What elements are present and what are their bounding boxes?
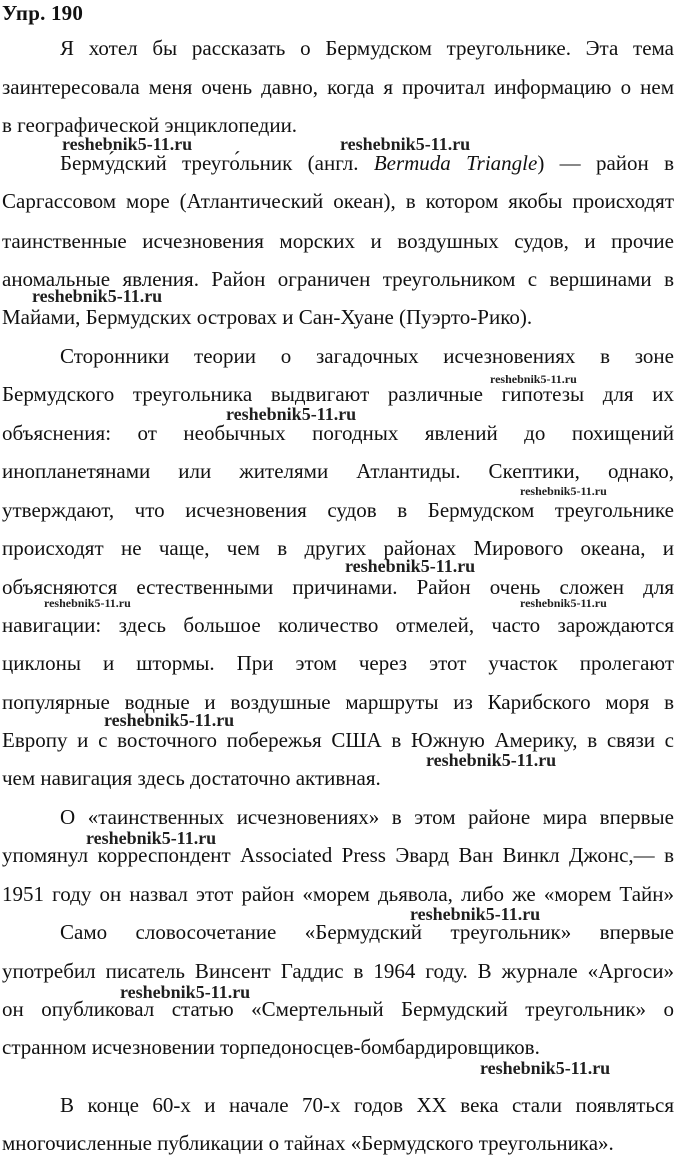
text-line: Майами, Бермудских островах и Сан-Хуане (Пуэрто-Рико). — [2, 305, 533, 329]
text-line: В конце 60-х и начале 70-х годов XX века стали появляться — [60, 1093, 674, 1117]
text-line: Я хотел бы рассказать о Бермудском треугольнике. Эта тема — [60, 36, 674, 60]
text-line: Само словосочетание «Бермудский треугольник» впервые — [60, 920, 674, 944]
text-line: он опубликовал статью «Смертельный Бермудский треугольник» о — [2, 997, 674, 1021]
watermark-text: reshebnik5-11.ru — [340, 134, 471, 154]
text-line: заинтересовала меня очень давно, когда я прочитал информацию о нем — [2, 75, 674, 99]
watermark-text: reshebnik5-11.ru — [480, 1058, 611, 1078]
text-segment: Берму́дский треуго́льник (англ. — [60, 151, 374, 175]
text-line: инопланетянами или жителями Атлантиды. Скептики, однако, — [2, 459, 674, 483]
watermark-text: reshebnik5-11.ru — [62, 134, 193, 154]
watermark-text: reshebnik5-11.ru — [520, 484, 607, 498]
text-line: странном исчезновении торпедоносцев-бомбардировщиков. — [2, 1035, 540, 1059]
text-line: Саргассовом море (Атлантический океан), в котором якобы происходят — [2, 189, 674, 213]
text-line: употребил писатель Винсент Гаддис в 1964 году. В журнале «Аргоси» — [2, 959, 674, 983]
text-line: таинственные исчезновения морских и воздушных судов, и прочие — [2, 229, 674, 253]
watermark-text: reshebnik5-11.ru — [120, 982, 251, 1002]
text-line: О «таинственных исчезновениях» в этом районе мира впервые — [60, 805, 674, 829]
watermark-text: reshebnik5-11.ru — [226, 404, 357, 424]
italic-term: Bermuda Triangle — [373, 151, 538, 175]
text-line: популярные водные и воздушные маршруты из Карибского моря в — [2, 690, 674, 714]
watermark-text: reshebnik5-11.ru — [32, 286, 163, 306]
watermark-text: reshebnik5-11.ru — [86, 828, 217, 848]
text-segment: ) — район в — [537, 151, 674, 175]
text-line: циклоны и штормы. При этом через этот участок пролегают — [2, 651, 674, 675]
watermark-text: reshebnik5-11.ru — [410, 904, 541, 924]
watermark-text: reshebnik5-11.ru — [490, 372, 577, 386]
text-line: утверждают, что исчезновения судов в Бермудском треугольнике — [2, 498, 674, 522]
text-line: Бермудского треугольника выдвигают различные гипотезы для их — [2, 382, 674, 406]
text-line: навигации: здесь большое количество отмелей, часто зарождаются — [2, 613, 674, 637]
watermark-text: reshebnik5-11.ru — [426, 750, 557, 770]
watermark-text: reshebnik5-11.ru — [44, 596, 131, 610]
watermark-text: reshebnik5-11.ru — [520, 596, 607, 610]
exercise-heading: Упр. 190 — [2, 1, 84, 25]
text-line: аномальные явления. Район ограничен треугольником с вершинами в — [2, 267, 674, 291]
text-line: упомянул корреспондент Associated Press Эвард Ван Винкл Джонс,— в — [2, 843, 674, 867]
text-line: в географической энциклопедии. — [2, 113, 298, 137]
text-line: Европу и с восточного побережья США в Южную Америку, в связи с — [2, 728, 674, 752]
text-line: объясняются естественными причинами. Район очень сложен для — [2, 575, 674, 599]
watermark-text: reshebnik5-11.ru — [104, 710, 235, 730]
watermark-text: reshebnik5-11.ru — [345, 556, 476, 576]
text-line: 1951 году он назвал этот район «морем дьявола, либо же «морем Тайн» — [2, 882, 674, 906]
text-line: чем навигация здесь достаточно активная. — [2, 766, 381, 790]
text-line: многочисленные публикации о тайнах «Бермудского треугольника». — [2, 1131, 614, 1155]
text-line: происходят не чаще, чем в других районах Мирового океана, и — [2, 536, 674, 560]
text-line: Сторонники теории о загадочных исчезновениях в зоне — [60, 344, 674, 368]
text-line: объяснения: от необычных погодных явлений до похищений — [2, 421, 674, 445]
